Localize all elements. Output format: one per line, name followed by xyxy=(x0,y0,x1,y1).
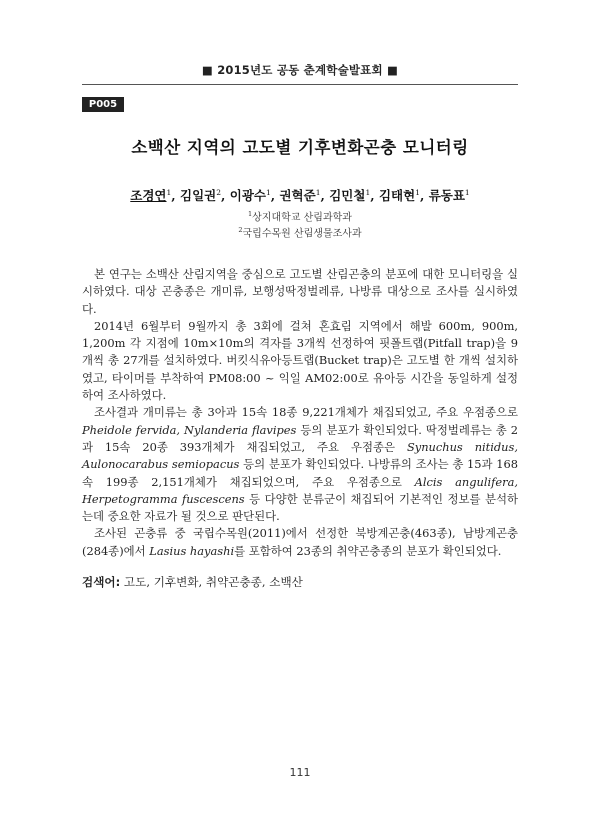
author-affiliation-mark: 1 xyxy=(166,187,172,197)
author-affiliation-mark: 1 xyxy=(315,187,321,197)
abstract-paragraph xyxy=(82,525,518,560)
author-name: 이광수 xyxy=(229,188,266,203)
affiliation-mark: 2 xyxy=(238,226,243,235)
text-run: 등의 분포가 확인되었다. 딱정벌레류는 총 2과 15속 20종 393개체가 채집되었고, 주요 우점종은 xyxy=(82,422,518,454)
author-list xyxy=(0,186,600,204)
affiliation-line xyxy=(0,224,600,240)
abstract-paragraph xyxy=(82,266,518,318)
author-name: 김민철 xyxy=(329,188,366,203)
abstract-paragraph xyxy=(82,318,518,404)
text-run: 2014년 6월부터 9월까지 총 3회에 걸쳐 혼효림 지역에서 해발 600m, 900m, 1,200m 각 지점에 10m×10m의 격자를 3개씩 선정하여 핏폴트랩(Pitfall trap)을 9개씩 총 27개를 설치하였다. 버킷식유아등트랩(Bucket trap)은 고도별 한 개씩 설치하였고, 타이머를 부착하여 PM08:00 ~ 익일 AM02:00로 유아등 시간을 동일하게 설정하여 조사하였다. xyxy=(82,318,518,403)
affiliation-line xyxy=(0,208,600,224)
author-affiliation-mark: 1 xyxy=(415,187,420,197)
page-number: 111 xyxy=(289,766,311,779)
poster-code-badge: P005 xyxy=(82,97,124,112)
author-separator: , xyxy=(221,188,230,203)
author-separator: , xyxy=(171,188,181,203)
author-separator: , xyxy=(370,188,379,203)
author-name: 조경연 xyxy=(130,188,167,203)
species-name: Lasius hayashi xyxy=(149,543,235,558)
author-affiliation-mark: 1 xyxy=(365,187,371,197)
author-name: 김일권 xyxy=(180,188,217,203)
text-run: 본 연구는 소백산 산림지역을 중심으로 고도별 산림곤충의 분포에 대한 모니터링을 실시하였다. 대상 곤충종은 개미류, 보행성딱정벌레류, 나방류 대상으로 조사를 실시하였다. xyxy=(82,267,518,316)
text-run: 조사된 곤충류 중 국립수목원(2011)에서 선정한 북방계곤충(463종), 남방계곤충(284종)에서 xyxy=(82,526,518,558)
species-name: Synuchus nitidus, Aulonocarabus semiopacus xyxy=(82,439,518,472)
species-name: Pheidole fervida, Nylanderia flavipes xyxy=(82,422,297,437)
keywords-label: 검색어: xyxy=(82,575,121,589)
keywords-line xyxy=(82,574,518,590)
header-divider xyxy=(82,84,518,85)
affiliation-text: 상지대학교 산림과학과 xyxy=(252,212,352,224)
paper-title: 소백산 지역의 고도별 기후변화곤충 모니터링 xyxy=(131,138,469,157)
keywords-text: 고도, 기후변화, 취약곤충종, 소백산 xyxy=(120,575,303,589)
text-run: 를 포함하여 23종의 취약곤충종의 분포가 확인되었다. xyxy=(234,543,502,558)
affiliation-list xyxy=(0,208,600,241)
text-run: 등의 분포가 확인되었다. 나방류의 조사는 총 15과 168속 199종 2,151개체가 채집되었으며, 주요 우점종으로 xyxy=(82,457,518,489)
author-affiliation-mark: 1 xyxy=(464,187,470,197)
abstract-body xyxy=(82,266,518,560)
conference-header: ■ 2015년도 공동 춘계학술발표회 ■ xyxy=(201,63,399,77)
abstract-paragraph xyxy=(82,404,518,525)
author-name: 권혁준 xyxy=(279,188,316,203)
author-affiliation-mark: 1 xyxy=(265,187,271,197)
author-separator: , xyxy=(270,188,280,203)
species-name: Alcis angulifera, Herpetogramma fuscescens xyxy=(82,474,518,506)
author-affiliation-mark: 2 xyxy=(216,187,222,197)
affiliation-text: 국립수목원 산림생물조사과 xyxy=(242,228,362,240)
author-separator: , xyxy=(320,188,330,203)
author-separator: , xyxy=(419,188,429,203)
text-run: 조사결과 개미류는 총 3아과 15속 18종 9,221개체가 채집되었고, 주요 우점종으로 xyxy=(94,405,518,420)
author-name: 류동표 xyxy=(428,188,465,203)
affiliation-mark: 1 xyxy=(248,210,253,218)
text-run: 등 다양한 분류군이 채집되어 기본적인 정보를 분석하는데 중요한 자료가 될 것으로 판단된다. xyxy=(82,491,519,524)
author-name: 김태현 xyxy=(378,188,416,203)
